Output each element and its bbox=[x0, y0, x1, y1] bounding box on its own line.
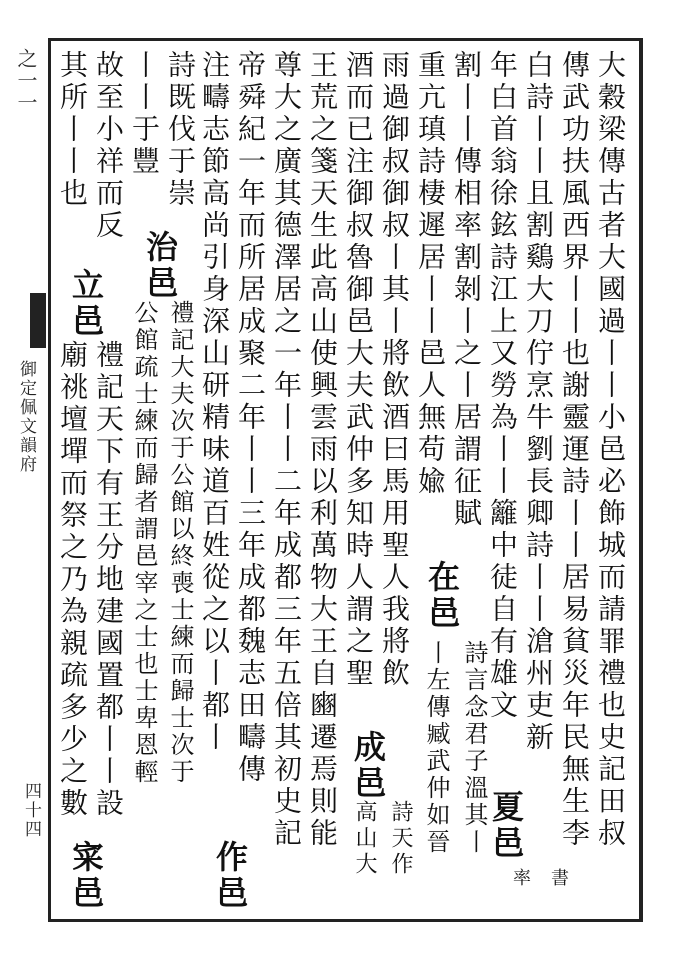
margin-title-fragment: 之一一 bbox=[14, 48, 38, 114]
zai-note2: 丨左傳臧武仲如晉 bbox=[422, 640, 450, 856]
text-column-15: 禮記大夫次于公館以終喪士練而歸士次于 bbox=[166, 300, 194, 786]
text-column-20: 廟祧壇墠而祭之乃為親疏多少之數 bbox=[56, 340, 89, 820]
headword-cai: 寀邑 bbox=[67, 840, 105, 912]
cheng-note: 詩天作 bbox=[388, 800, 413, 878]
headword-xia-note: 書 bbox=[548, 868, 569, 890]
headword-zhi: 治邑 bbox=[141, 230, 179, 302]
margin-book-title: 御定佩文韻府 bbox=[16, 360, 36, 474]
text-column-17: 故至小祥而反 bbox=[92, 50, 125, 242]
text-column-18: 其所丨丨也 bbox=[56, 50, 89, 210]
text-column-2: 傳武功扶風西界丨丨也謝靈運詩丨丨居易貧災年民無生李 bbox=[558, 50, 591, 850]
headword-zai: 在邑 bbox=[423, 560, 461, 632]
text-column-3: 白詩丨丨且割鷄大刀佇烹牛劉長卿詩丨丨滄州吏新 bbox=[522, 50, 555, 754]
headword-xia: 夏邑 bbox=[487, 790, 525, 862]
headword-cheng: 成邑 bbox=[349, 730, 387, 802]
text-column-12: 注疇志節高尚引身深山研精味道百姓從之以丨都丨 bbox=[198, 50, 231, 754]
text-column-16: 公館疏士練而歸者謂邑宰之士也士卑恩輕 bbox=[130, 300, 158, 786]
text-column-6: 重亢瑱詩棲遲居丨丨邑人無苟婾 bbox=[414, 50, 447, 498]
text-column-19: 禮記天下有王分地建國置都丨丨設 bbox=[92, 340, 125, 820]
text-column-8: 酒而已注御叔魯御邑大夫武仲多知時人謂之聖 bbox=[342, 50, 375, 690]
page-margin bbox=[0, 38, 48, 916]
text-column-5: 割丨丨傳相率割剝丨之丨居謂征賦 bbox=[450, 50, 483, 530]
page-number: 四十四 bbox=[21, 782, 41, 839]
text-column-7: 雨過御叔御叔丨其丨將飲酒曰馬用聖人我將飲 bbox=[378, 50, 411, 690]
cheng-note2: 高山大 bbox=[352, 800, 377, 878]
headword-zuo: 作邑 bbox=[211, 840, 249, 912]
headword-xia-note2: 率 bbox=[510, 868, 531, 890]
text-column-9: 王荒之箋天生此高山使興雲雨以利萬物大王自豳遷焉則能 bbox=[306, 50, 339, 850]
text-column-4: 年白首翁徐鉉詩江上又勞為丨丨籬中徒自有雄文 bbox=[486, 50, 519, 722]
headword-li: 立邑 bbox=[67, 268, 105, 340]
margin-fishtail-block bbox=[30, 293, 46, 348]
zai-note: 詩言念君子溫其丨 bbox=[460, 640, 488, 856]
text-column-1: 大穀梁傳古者大國過丨丨小邑必飾城而請罪禮也史記田叔 bbox=[594, 50, 627, 850]
text-column-11: 帝舜紀一年而所居成聚二年丨丨三年成都魏志田疇傳 bbox=[234, 50, 267, 786]
text-column-13: 詩既伐于崇 bbox=[164, 50, 197, 210]
text-column-10: 尊大之廣其德澤居之一年丨丨二年成都三年五倍其初史記 bbox=[270, 50, 303, 850]
text-column-14: 丨丨于豐 bbox=[128, 50, 161, 178]
